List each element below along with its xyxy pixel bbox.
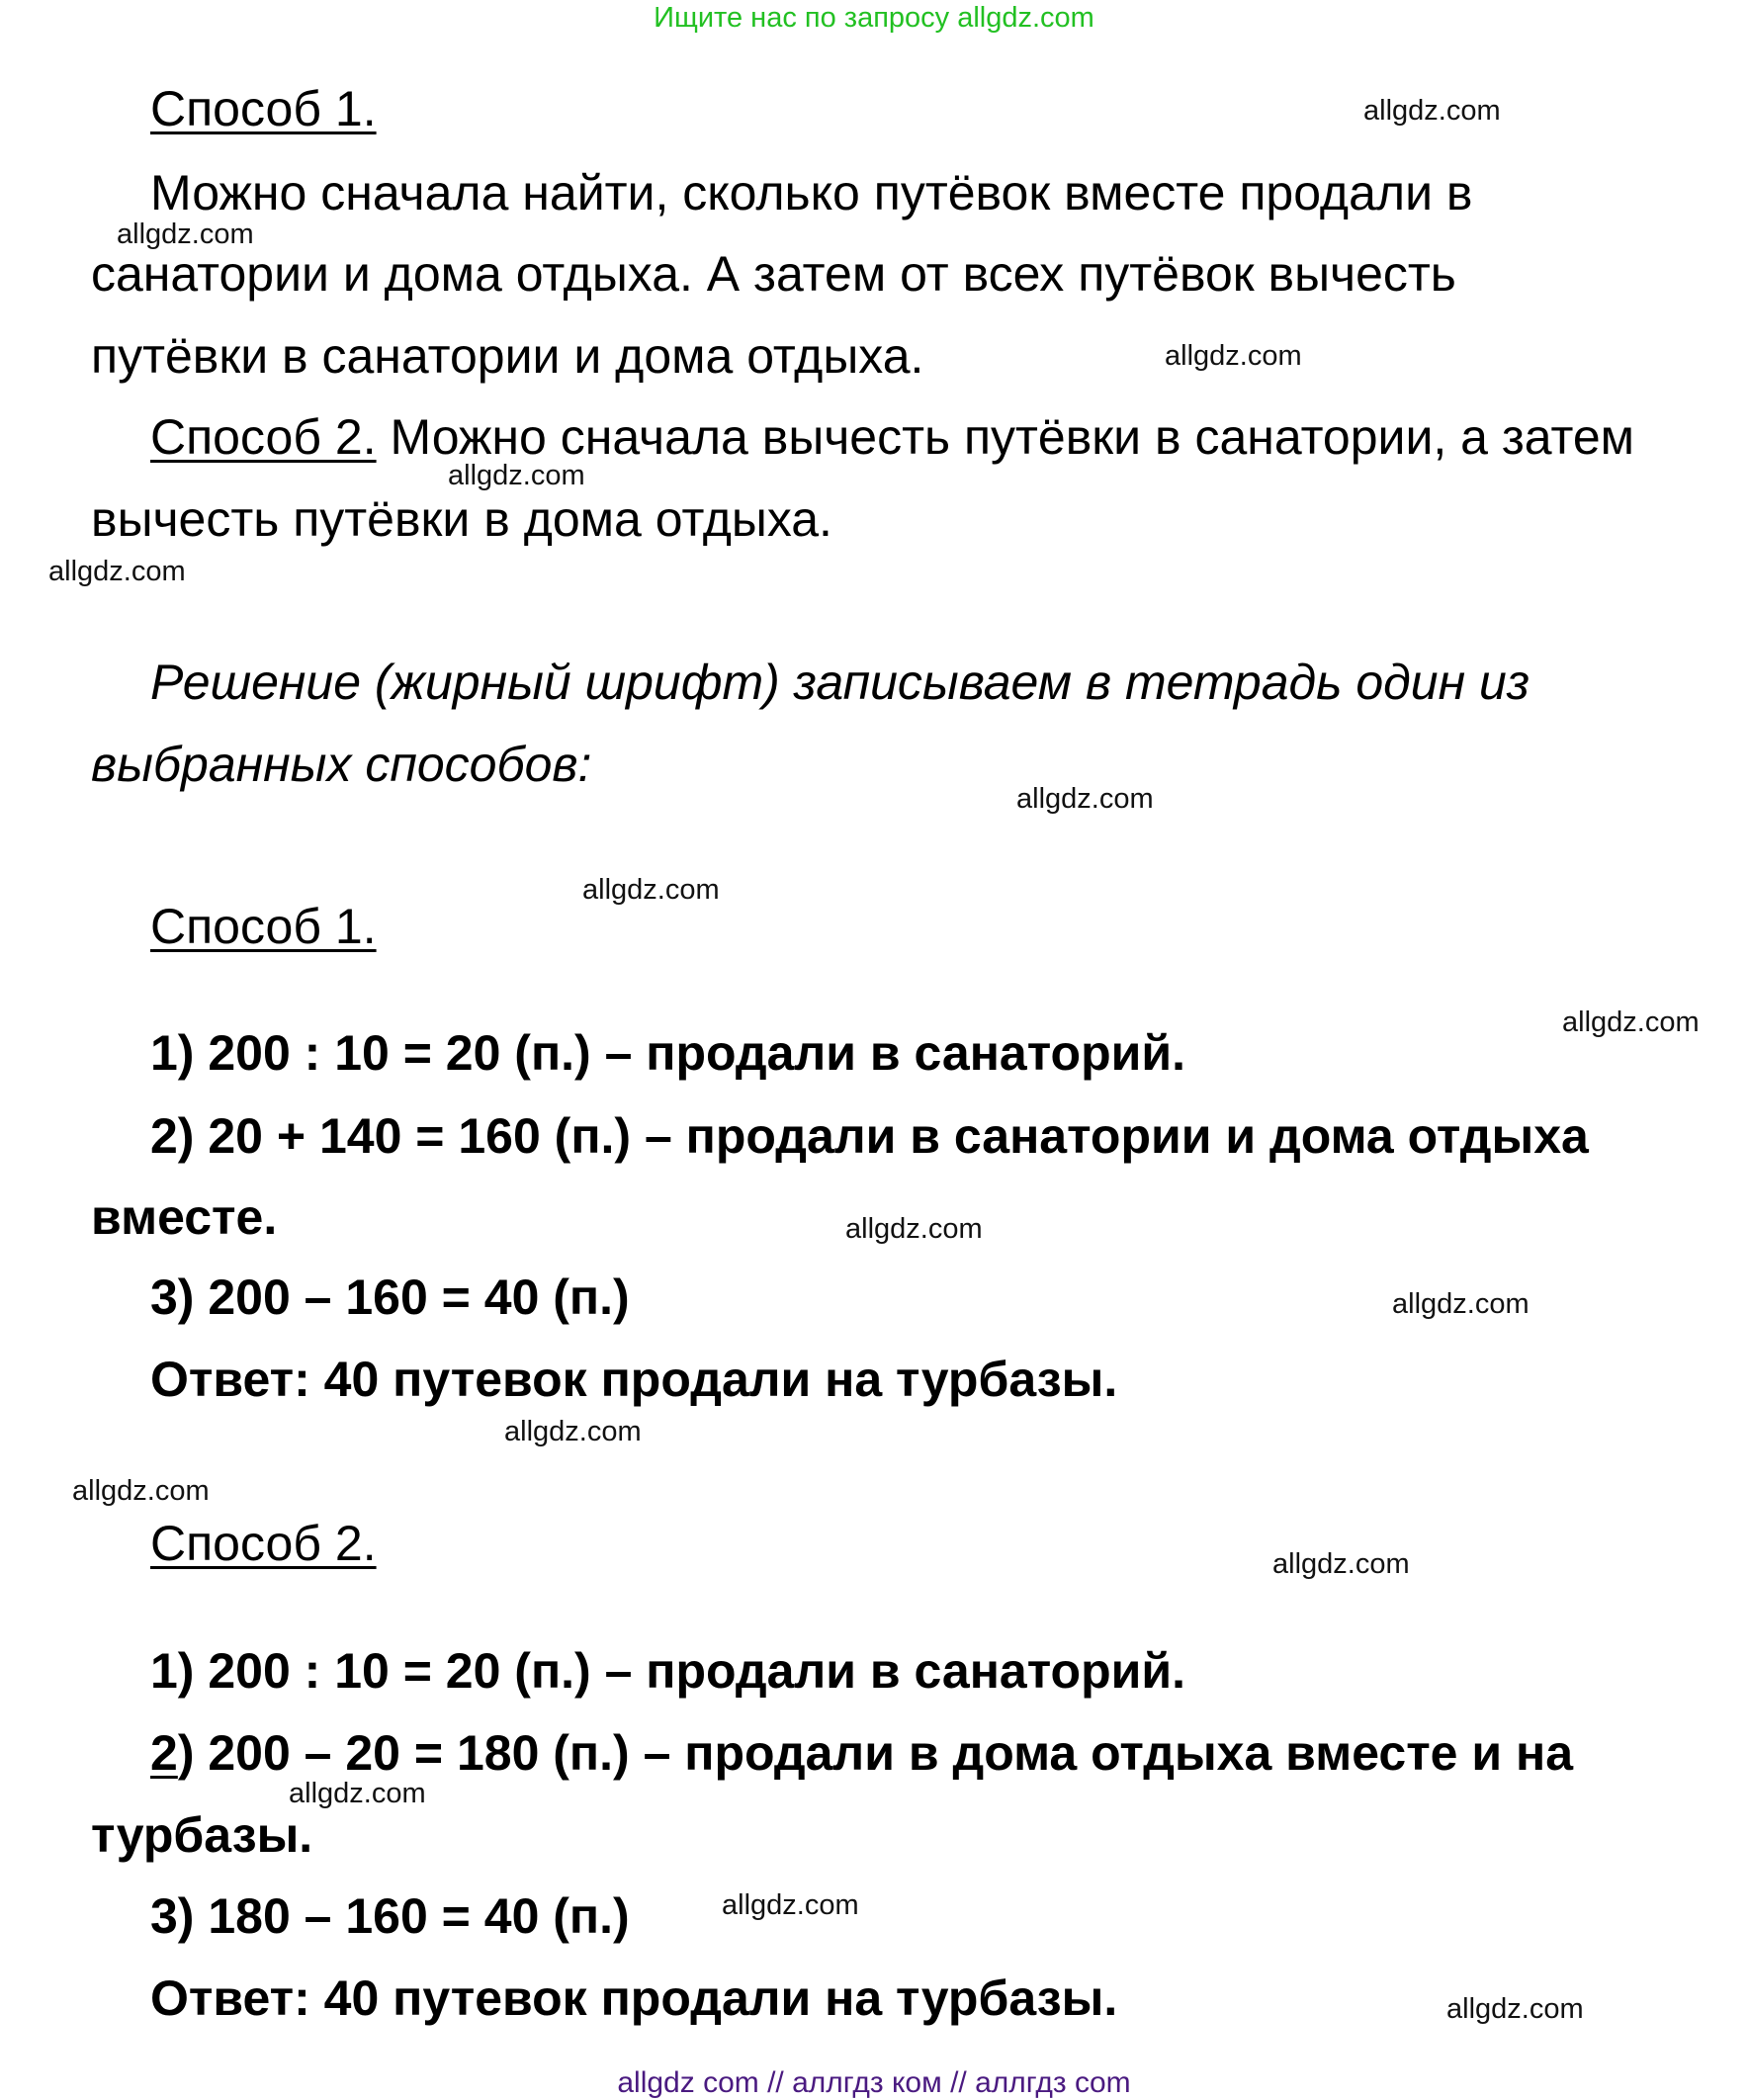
solution2-step3: 3) 180 – 160 = 40 (п.) xyxy=(150,1888,630,1944)
solution2-step2-cont: турбазы. xyxy=(91,1807,313,1863)
method1-text-line: санатории и дома отдыха. А затем от всех путёвок вычесть xyxy=(91,246,1456,302)
footer-links: allgdz com // аллгдз ком // аллгдз com xyxy=(617,2066,1131,2099)
watermark: allgdz.com xyxy=(1016,783,1154,815)
solution1-step2-cont: вместе. xyxy=(91,1189,278,1245)
instruction-line: Решение (жирный шрифт) записываем в тетрадь один из xyxy=(150,655,1530,710)
watermark: allgdz.com xyxy=(448,460,585,491)
method1-title: Способ 1. xyxy=(150,81,377,136)
method2-title: Способ 2. xyxy=(150,409,377,465)
watermark: allgdz.com xyxy=(1165,340,1302,372)
method1-text-line: Можно сначала найти, сколько путёвок вместе продали в xyxy=(150,165,1473,220)
watermark: allgdz.com xyxy=(504,1416,642,1447)
method2-text: Можно сначала вычесть путёвки в санатории, а затем xyxy=(376,409,1635,465)
solution2-answer: Ответ: 40 путевок продали на турбазы. xyxy=(150,1970,1118,2026)
watermark: allgdz.com xyxy=(845,1213,983,1245)
header-banner: Ищите нас по запросу allgdz.com xyxy=(654,2,1094,34)
watermark: allgdz.com xyxy=(1272,1548,1410,1580)
solution1-step3: 3) 200 – 160 = 40 (п.) xyxy=(150,1269,630,1325)
watermark: allgdz.com xyxy=(117,219,254,250)
method2-text-line: вычесть путёвки в дома отдыха. xyxy=(91,491,832,547)
step-number: 2 xyxy=(150,1725,178,1781)
watermark: allgdz.com xyxy=(289,1778,426,1809)
watermark: allgdz.com xyxy=(48,556,186,587)
solution2-title: Способ 2. xyxy=(150,1516,377,1571)
solution1-step1: 1) 200 : 10 = 20 (п.) – продали в санаторий. xyxy=(150,1025,1185,1081)
watermark: allgdz.com xyxy=(1392,1288,1530,1320)
solution2-step1: 1) 200 : 10 = 20 (п.) – продали в санаторий. xyxy=(150,1643,1185,1699)
step-text: ) 200 – 20 = 180 (п.) – продали в дома отдыха вместе и на xyxy=(177,1725,1574,1781)
method1-text-line: путёвки в санатории и дома отдыха. xyxy=(91,328,924,384)
solution1-answer: Ответ: 40 путевок продали на турбазы. xyxy=(150,1352,1118,1407)
watermark: allgdz.com xyxy=(1363,95,1501,127)
instruction-line: выбранных способов: xyxy=(91,737,592,792)
solution2-step2 xyxy=(150,1723,1573,1783)
watermark: allgdz.com xyxy=(582,874,720,906)
solution1-step2: 2) 20 + 140 = 160 (п.) – продали в санатории и дома отдыха xyxy=(150,1108,1589,1164)
solution1-title: Способ 1. xyxy=(150,899,377,954)
watermark: allgdz.com xyxy=(72,1475,210,1507)
method2-text-line xyxy=(150,407,1634,467)
watermark: allgdz.com xyxy=(722,1889,859,1921)
watermark: allgdz.com xyxy=(1562,1006,1700,1038)
watermark: allgdz.com xyxy=(1446,1993,1584,2025)
